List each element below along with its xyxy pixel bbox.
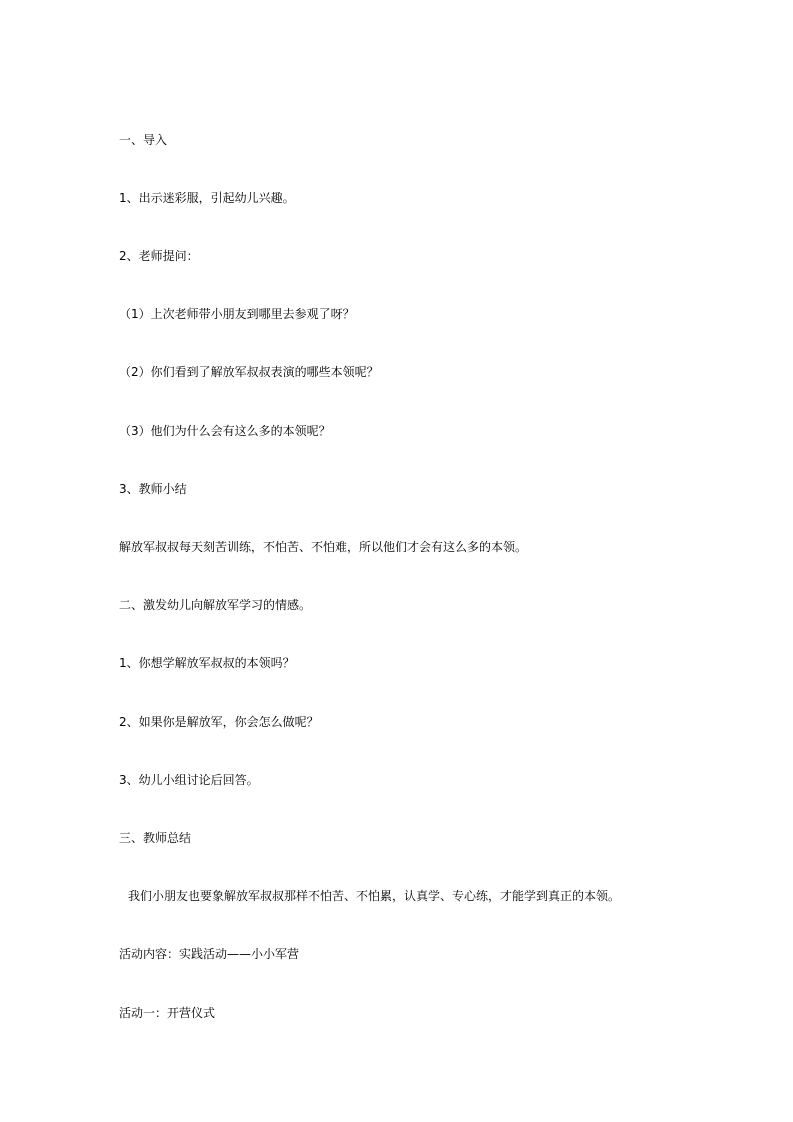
paragraph-line: 1、你想学解放军叔叔的本领吗？ <box>119 656 295 670</box>
paragraph-line: 2、如果你是解放军，你会怎么做呢？ <box>119 715 319 729</box>
paragraph-line: 我们小朋友也要象解放军叔叔那样不怕苦、不怕累，认真学、专心练，才能学到真正的本领。 <box>128 889 621 903</box>
paragraph-line: 解放军叔叔每天刻苦训练，不怕苦、不怕难，所以他们才会有这么多的本领。 <box>119 540 528 554</box>
paragraph-line: 2、老师提问： <box>119 249 199 263</box>
section-heading-intro: 一、导入 <box>119 133 168 147</box>
paragraph-line: 3、幼儿小组讨论后回答。 <box>119 773 259 787</box>
paragraph-line: 3、教师小结 <box>119 482 187 496</box>
paragraph-line: 1、出示迷彩服，引起幼儿兴趣。 <box>119 191 295 205</box>
section-heading-emotion: 二、激发幼儿向解放军学习的情感。 <box>119 598 312 612</box>
paragraph-line: （3）他们为什么会有这么多的本领呢？ <box>119 424 331 438</box>
paragraph-line: 活动内容：实践活动——小小军营 <box>119 947 300 961</box>
paragraph-line: 活动一：开营仪式 <box>119 1006 216 1020</box>
paragraph-line: （2）你们看到了解放军叔叔表演的哪些本领呢？ <box>119 365 379 379</box>
paragraph-line: （1）上次老师带小朋友到哪里去参观了呀？ <box>119 307 355 321</box>
section-heading-summary: 三、教师总结 <box>119 831 192 845</box>
